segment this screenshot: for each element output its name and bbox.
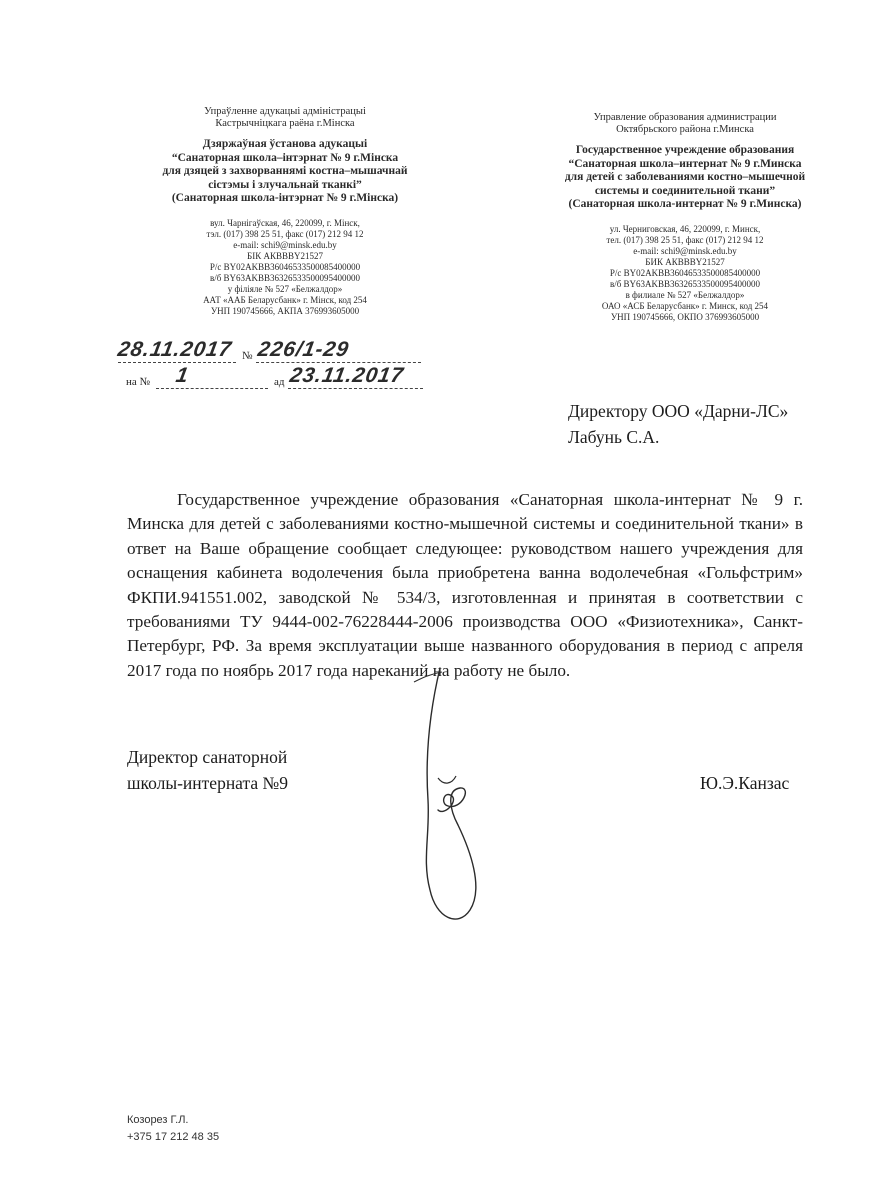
handwritten-signature xyxy=(400,660,520,940)
addressee-line: Директору ООО «Дарни-ЛС» xyxy=(568,401,789,421)
letterhead-right-authority: Управление образования администрации Октябрьского района г.Минска xyxy=(593,112,777,135)
outgoing-date: 28.11.2017 xyxy=(116,338,234,361)
letterhead-right-contacts: ул. Черниговская, 46, 220099, г. Минск, тел. (017) 398 25 51, факс (017) 212 94 12 e-mail: schi9@minsk.edu.by БИК АКВВВY21527 Р/с BY02AKBB36046533500085400000 в/б BY63AKBB36326533500095400000 в филиале № 527 «Белжалдор» ОАО «АСБ Беларусбанк» г. Минск, код 254 УНП 190745666, ОКПО 376993605000 xyxy=(601,223,769,322)
incoming-date-label: ад xyxy=(274,376,285,388)
letterhead-right xyxy=(535,112,835,323)
outgoing-number-label: № xyxy=(242,350,253,362)
incoming-number-label: на № xyxy=(126,376,151,388)
incoming-number: 1 xyxy=(174,364,191,387)
letterhead-left xyxy=(140,106,430,317)
letterhead-left-authority: Упраўленне адукацыі адміністрацыі Кастрычніцкага раёна г.Мінска xyxy=(204,106,366,129)
incoming-date: 23.11.2017 xyxy=(288,364,406,387)
incoming-date-line xyxy=(288,388,423,389)
addressee-line: Лабунь С.А. xyxy=(568,427,660,447)
letterhead-right-institution: Государственное учреждение образования “Санаторная школа–интернат № 9 г.Минска для детей с заболеваниями костно–мышечной системы и соединительной ткани” (Санаторная школа-интернат № 9 г.Минска) xyxy=(564,144,806,210)
executor-phone: +375 17 212 48 35 xyxy=(127,1131,220,1143)
letter-body: Государственное учреждение образования «Санаторная школа-интернат № 9 г. Минска для детей с заболеваниями костно-мышечной системы и соединительной ткани» в ответ на Ваше обращение сообщает следующее: руководством нашего учреждения для оснащения кабинета водолечения была приобретена ванна водолечебная «Гольфстрим» ФКПИ.941551.002, заводской № 534/3, изготовленная и принятая в соответствии с требованиями ТУ 9444-002-76228444-2006 производства ООО «Физиотехника», Санкт-Петербург, РФ. За время эксплуатации выше названного оборудования в период с апреля 2017 года по ноябрь 2017 года нареканий на работу не было. xyxy=(127,490,803,680)
outgoing-number: 226/1-29 xyxy=(256,338,352,361)
registration-block xyxy=(118,338,448,390)
outgoing-date-line xyxy=(118,362,236,363)
letterhead-left-contacts: вул. Чарнігаўская, 46, 220099, г. Мінск, тэл. (017) 398 25 51, факс (017) 212 94 12 e-mail: schi9@minsk.edu.by БІК АКВВВY21527 Р/с BY02AKBB36046533500085400000 в/б BY63AKBB36326533500095400000 у філіяле № 527 «Белжалдор» ААТ «ААБ Беларусбанк» г. Мінск, код 254 УНП 190745666, АКПА 376993605000 xyxy=(203,217,367,316)
registration-row-outgoing xyxy=(118,338,448,364)
signatory-name: Ю.Э.Канзас xyxy=(700,773,790,793)
signatory-title: Директор санаторной школы-интерната №9 xyxy=(127,747,288,793)
executor-name: Козорез Г.Л. xyxy=(127,1114,189,1126)
incoming-number-line xyxy=(156,388,268,389)
executor-info xyxy=(127,1112,219,1146)
registration-row-incoming xyxy=(118,364,448,390)
outgoing-number-line xyxy=(256,362,421,363)
letterhead-left-institution: Дзяржаўная ўстанова адукацыі “Санаторная школа–інтэрнат № 9 г.Мінска для дзяцей з захворваннямі костна–мышачнай сістэмы і злучальнай тканкі” (Санаторная школа-інтэрнат № 9 г.Мінска) xyxy=(162,138,408,204)
addressee xyxy=(568,398,858,450)
